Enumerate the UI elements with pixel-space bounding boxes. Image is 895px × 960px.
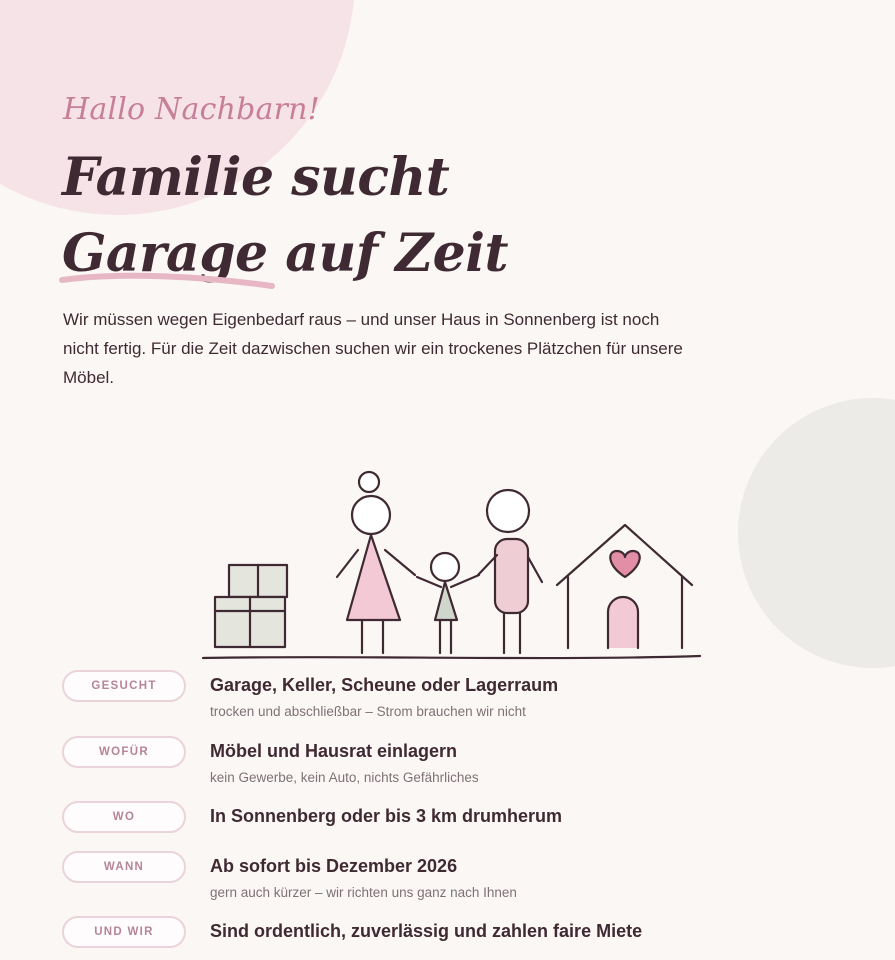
house-icon xyxy=(557,525,692,648)
label-pill: WO xyxy=(62,801,186,833)
brush-underline xyxy=(60,270,276,292)
headline-rest: auf Zeit xyxy=(267,223,509,284)
page-title xyxy=(62,140,508,292)
greeting: Hallo Nachbarn! xyxy=(63,92,320,127)
intro-text: Wir müssen wegen Eigenbedarf raus – und unser Haus in Sonnenberg ist noch nicht fertig. Für die Zeit dazwischen suchen wir ein trockenes Plätzchen für unsere Möbel. xyxy=(63,310,683,387)
detail-title: Möbel und Hausrat einlagern xyxy=(210,741,458,761)
detail-subtitle: trocken und abschließbar – Strom brauchen wir nicht xyxy=(210,704,526,719)
label-pill: WANN xyxy=(62,851,186,883)
label-pill: UND WIR xyxy=(62,916,186,948)
child-icon xyxy=(417,553,479,653)
headline-line-2 xyxy=(62,216,508,292)
detail-title: Ab sofort bis Dezember 2026 xyxy=(210,856,458,876)
detail-title: Sind ordentlich, zuverlässig und zahlen faire Miete xyxy=(210,921,643,941)
ground-line xyxy=(203,656,700,658)
mother-icon xyxy=(337,472,415,653)
family-illustration xyxy=(195,465,705,665)
heart-icon xyxy=(610,551,639,577)
detail-subtitle: gern auch kürzer – wir richten uns ganz nach Ihnen xyxy=(210,885,517,900)
detail-subtitle: kein Gewerbe, kein Auto, nichts Gefährliches xyxy=(210,770,479,785)
father-icon xyxy=(478,490,542,653)
detail-title: Garage, Keller, Scheune oder Lagerraum xyxy=(210,675,559,695)
decorative-circle-right xyxy=(738,398,895,668)
headline-word-garage: Garage xyxy=(62,223,268,284)
boxes-icon xyxy=(215,565,287,647)
underlined-word xyxy=(62,216,268,292)
label-pill: GESUCHT xyxy=(62,670,186,702)
headline-line-1: Familie sucht xyxy=(62,147,450,208)
detail-title: In Sonnenberg oder bis 3 km drumherum xyxy=(210,806,563,826)
label-pill: WOFÜR xyxy=(62,736,186,768)
